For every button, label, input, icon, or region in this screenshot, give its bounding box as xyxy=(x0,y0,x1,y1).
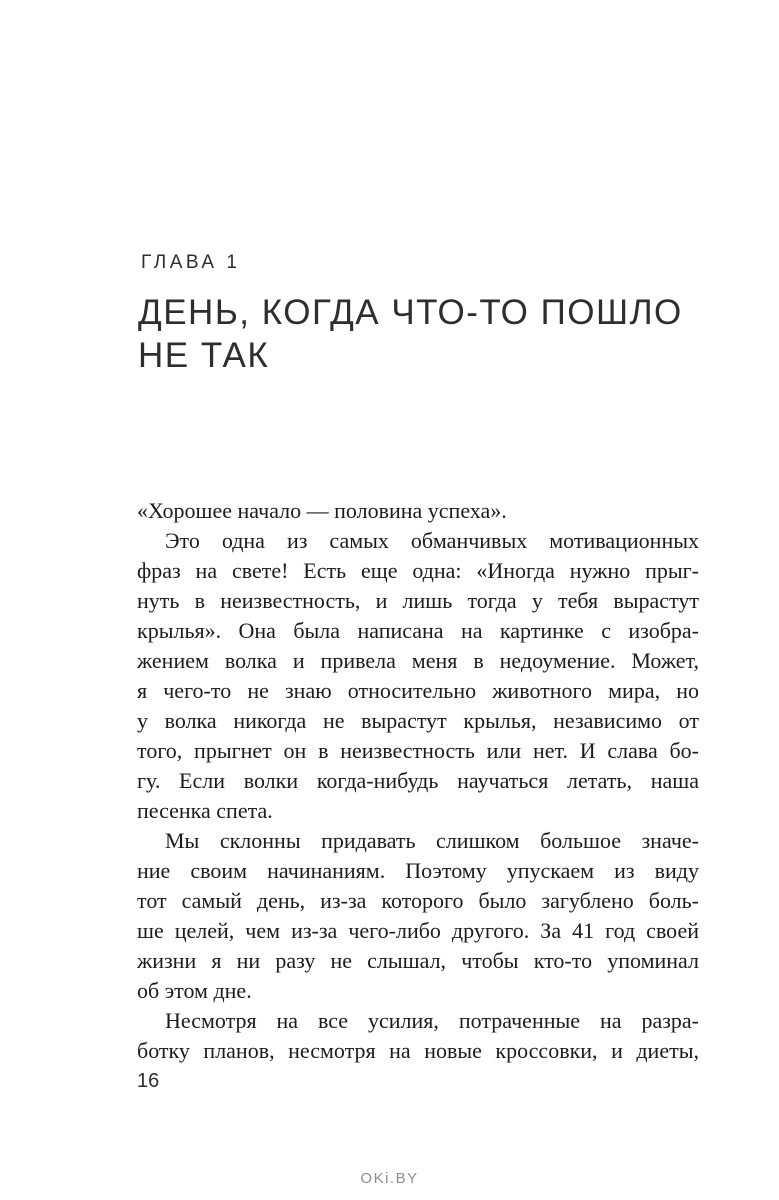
chapter-title xyxy=(138,291,738,377)
text-line: ние своим начинаниям. Поэтому упускаем из виду xyxy=(137,858,699,883)
text-line: Несмотря на все усилия, потраченные на разра- xyxy=(165,1008,699,1033)
text-line: жизни я ни разу не слышал, чтобы кто-то упоминал xyxy=(137,948,699,973)
chapter-label: ГЛАВА 1 xyxy=(141,252,241,273)
text-line: Это одна из самых обманчивых мотивационных xyxy=(165,528,699,553)
page-number: 16 xyxy=(137,1070,160,1092)
text-line: нуть в неизвестность, и лишь тогда у тебя вырастут xyxy=(137,588,699,613)
text-line: жением волка и привела меня в недоумение. Может, xyxy=(137,648,699,673)
text-line: об этом дне. xyxy=(137,978,252,1003)
watermark: OKi.BY xyxy=(360,1170,419,1187)
text-line: того, прыгнет он в неизвестность или нет. И слава бо- xyxy=(137,738,699,763)
text-line: ботку планов, несмотря на новые кроссовки, и диеты, xyxy=(137,1038,699,1063)
text-line: гу. Если волки когда-нибудь научаться летать, наша xyxy=(137,768,699,793)
text-line: я чего-то не знаю относительно животного мира, но xyxy=(137,678,699,703)
text-line: крылья». Она была написана на картинке с изобра- xyxy=(137,618,699,643)
text-line: песенка спета. xyxy=(137,798,273,823)
text-line: фраз на свете! Есть еще одна: «Иногда нужно прыг- xyxy=(137,558,699,583)
text-line: тот самый день, из-за которого было загублено боль- xyxy=(137,888,699,913)
chapter-title-line-1: ДЕНЬ, КОГДА ЧТО-ТО ПОШЛО xyxy=(138,293,683,332)
text-line: ше целей, чем из-за чего-либо другого. За 41 год своей xyxy=(137,918,699,943)
text-line: Мы склонны придавать слишком большое значе- xyxy=(165,828,699,853)
text-line: у волка никогда не вырастут крылья, независимо от xyxy=(137,708,699,733)
body-text xyxy=(137,496,699,1066)
text-line: «Хорошее начало — половина успеха». xyxy=(137,498,507,523)
chapter-title-line-2: НЕ ТАК xyxy=(138,336,270,375)
